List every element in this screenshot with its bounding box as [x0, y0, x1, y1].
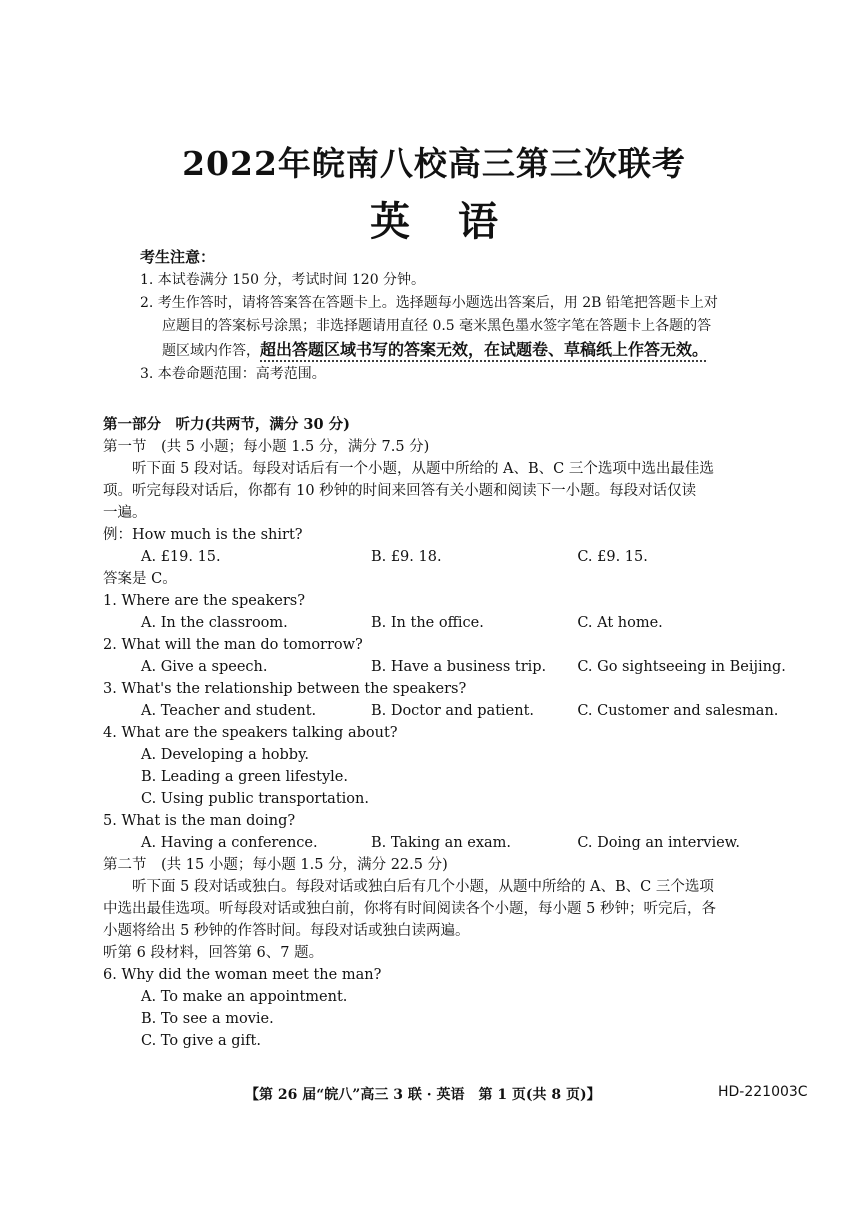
q4-option-c: C. Using public transportation.	[141, 791, 369, 807]
section2-instructions-a: 听下面 5 段对话或独白。每段对话或独白后有几个小题，从题中所给的 A、B、C 三个选项	[132, 879, 714, 895]
notice-item-3: 3. 本卷命题范围：高考范围。	[140, 366, 326, 382]
q6-option-c: C. To give a gift.	[141, 1033, 261, 1049]
example-option-b: B. £9. 18.	[370, 549, 442, 565]
question-1: 1. Where are the speakers?	[103, 593, 305, 609]
q4-option-a: A. Developing a hobby.	[141, 747, 309, 763]
q3-option-a: A. Teacher and student.	[141, 703, 317, 719]
question-5-options	[103, 832, 823, 854]
question-6: 6. Why did the woman meet the man?	[103, 967, 382, 983]
notice-item-2a: 2. 考生作答时，请将答案答在答题卡上。选择题每小题选出答案后，用 2B 铅笔把答题卡上对	[140, 295, 718, 311]
notice-heading: 考生注意：	[140, 248, 216, 266]
notice-item-2b: 应题目的答案标号涂黑；非选择题请用直径 0.5 毫米黑色墨水签字笔在答题卡上各题的答	[162, 318, 712, 334]
exam-title: 2022年皖南八校高三第三次联考	[182, 144, 686, 183]
notice-item-1: 1. 本试卷满分 150 分，考试时间 120 分钟。	[140, 272, 426, 288]
paper-code: HD-221003C	[718, 1084, 808, 1100]
q2-option-a: A. Give a speech.	[141, 659, 268, 675]
example-option-c: C. £9. 15.	[577, 549, 648, 565]
section2-instructions-c: 小题将给出 5 秒钟的作答时间。每段对话或独白读两遍。	[103, 923, 470, 939]
q2-option-c: C. Go sightseeing in Beijing.	[577, 659, 786, 675]
q2-option-b: B. Have a business trip.	[370, 659, 547, 675]
section1-instructions-b: 项。听完每段对话后，你都有 10 秒钟的时间来回答有关小题和阅读下一小题。每段对话仅读	[103, 483, 697, 499]
section1-heading: 第一节 (共 5 小题；每小题 1.5 分，满分 7.5 分)	[103, 439, 430, 455]
question-2-options	[103, 656, 823, 678]
notice-item-2c	[140, 338, 840, 363]
q1-option-a: A. In the classroom.	[141, 615, 288, 631]
section2-heading: 第二节 (共 15 小题；每小题 1.5 分，满分 22.5 分)	[103, 857, 448, 873]
q3-option-b: B. Doctor and patient.	[370, 703, 535, 719]
example-question: 例：How much is the shirt?	[103, 527, 303, 543]
section1-instructions-c: 一遍。	[103, 505, 147, 521]
page-footer: 【第 26 届“皖八”高三 3 联 · 英语 第 1 页(共 8 页)】	[245, 1087, 601, 1103]
question-5: 5. What is the man doing?	[103, 813, 296, 829]
question-4: 4. What are the speakers talking about?	[103, 725, 398, 741]
example-option-a: A. £19. 15.	[141, 549, 221, 565]
q6-option-b: B. To see a movie.	[141, 1011, 274, 1027]
notice-item-2c-text: 题区域内作答，	[162, 343, 260, 359]
q5-option-b: B. Taking an exam.	[370, 835, 512, 851]
q5-option-a: A. Having a conference.	[141, 835, 318, 851]
q3-option-c: C. Customer and salesman.	[577, 703, 779, 719]
q5-option-c: C. Doing an interview.	[577, 835, 740, 851]
section2-instructions-b: 中选出最佳选项。听每段对话或独白前，你将有时间阅读各个小题，每小题 5 秒钟；听完后，各	[103, 901, 716, 917]
q1-option-c: C. At home.	[577, 615, 663, 631]
question-1-options	[103, 612, 823, 634]
question-2: 2. What will the man do tomorrow?	[103, 637, 363, 653]
section2-material: 听第 6 段材料，回答第 6、7 题。	[103, 945, 324, 961]
part-heading: 第一部分 听力(共两节，满分 30 分)	[103, 416, 350, 433]
section1-instructions-a: 听下面 5 段对话。每段对话后有一个小题，从题中所给的 A、B、C 三个选项中选出最佳选	[132, 461, 714, 477]
exam-subject: 英语	[370, 198, 546, 245]
question-3-options	[103, 700, 823, 722]
question-3: 3. What's the relationship between the speakers?	[103, 681, 467, 697]
q4-option-b: B. Leading a green lifestyle.	[141, 769, 348, 785]
example-options	[103, 546, 823, 568]
q6-option-a: A. To make an appointment.	[141, 989, 348, 1005]
example-answer: 答案是 C。	[103, 571, 177, 587]
notice-emphasis: 超出答题区域书写的答案无效，在试题卷、草稿纸上作答无效。	[260, 340, 709, 359]
candidate-notice	[140, 246, 840, 386]
q1-option-b: B. In the office.	[370, 615, 484, 631]
listening-section	[103, 414, 823, 1052]
